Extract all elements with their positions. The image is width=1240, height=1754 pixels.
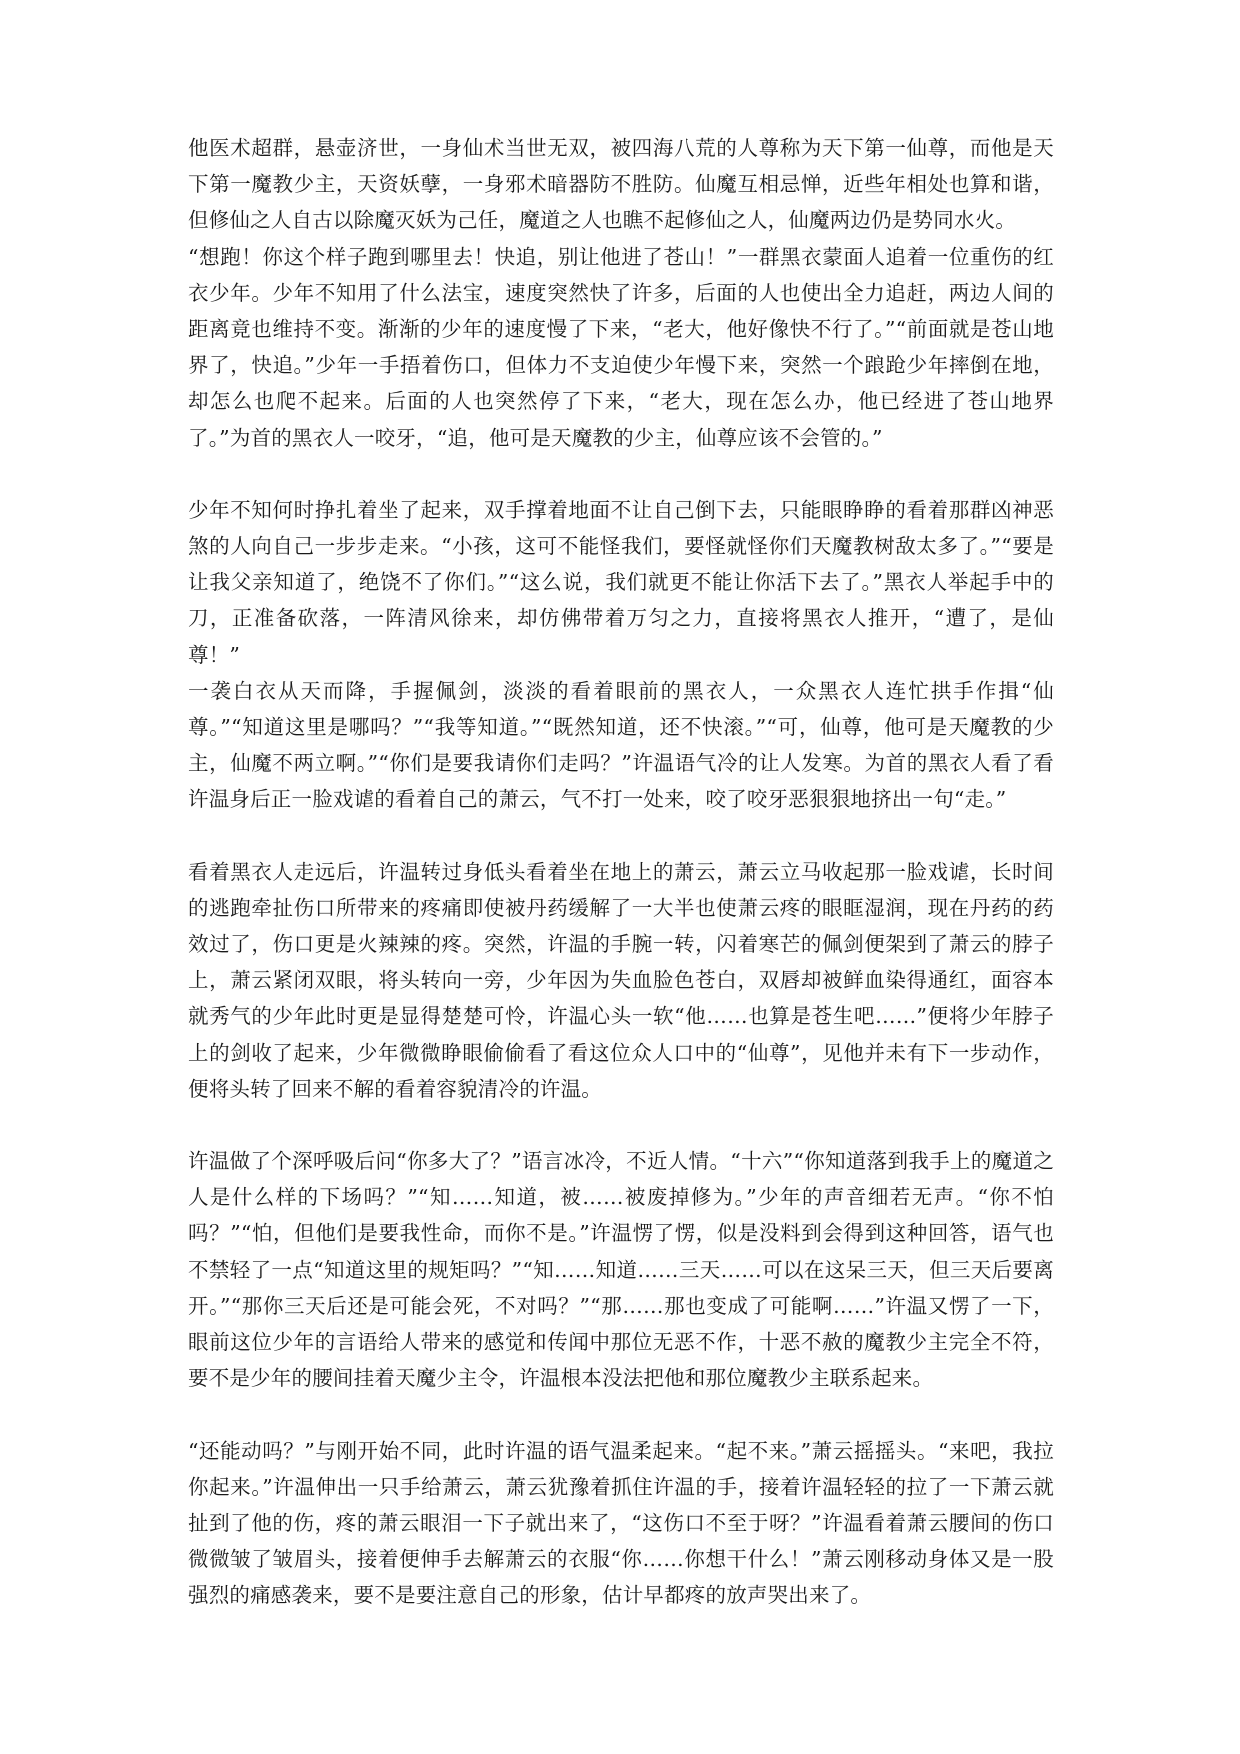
paragraph-intro: 他医术超群，悬壶济世，一身仙术当世无双，被四海八荒的人尊称为天下第一仙尊，而他是天下第一魔教少主，天资妖孽，一身邪术暗器防不胜防。仙魔互相忌惮，近些年相处也算和谐，但修仙之人自古以除魔灭妖为己任，魔道之人也瞧不起修仙之人，仙魔两边仍是势同水火。 [188, 136, 1054, 233]
paragraph-gap [188, 818, 1054, 854]
paragraph-questioning: 许温做了个深呼吸后问“你多大了？”语言冰冷，不近人情。“十六”“你知道落到我手上的魔道之人是什么样的下场吗？”“知……知道，被……被废掉修为。”少年的声音细若无声。“你不怕吗？”“怕，但他们是要我性命，而你不是。”许温愣了愣，似是没料到会得到这种回答，语气也不禁轻了一点“知道这里的规矩吗？”“知……知道……三天……可以在这呆三天，但三天后要离开。”“那你三天后还是可能会死，不对吗？”“那……那也变成了可能啊……”许温又愣了一下，眼前这位少年的言语给人带来的感觉和传闻中那位无恶不作，十恶不赦的魔教少主完全不符，要不是少年的腰间挂着天魔少主令，许温根本没法把他和那位魔教少主联系起来。 [188, 1149, 1054, 1391]
paragraph-cornered: 少年不知何时挣扎着坐了起来，双手撑着地面不让自己倒下去，只能眼睁睁的看着那群凶神恶煞的人向自己一步步走来。“小孩，这可不能怪我们，要怪就怪你们天魔教树敌太多了。”“要是让我父亲知道了，绝饶不了你们。”“这么说，我们就更不能让你活下去了。”黑衣人举起手中的刀，正准备砍落，一阵清风徐来，却仿佛带着万匀之力，直接将黑衣人推开，“遭了，是仙尊！” [188, 497, 1054, 667]
paragraph-gap [188, 1107, 1054, 1143]
paragraph-sword: 看着黑衣人走远后，许温转过身低头看着坐在地上的萧云，萧云立马收起那一脸戏谑，长时间的逃跑牵扯伤口所带来的疼痛即使被丹药缓解了一大半也使萧云疼的眼眶湿润，现在丹药的药效过了，伤口更是火辣辣的疼。突然，许温的手腕一转，闪着寒芒的佩剑便架到了萧云的脖子上，萧云紧闭双眼，将头转向一旁，少年因为失血脸色苍白，双唇却被鲜血染得通红，面容本就秀气的少年此时更是显得楚楚可怜，许温心头一软“他……也算是苍生吧……”便将少年脖子上的剑收了起来，少年微微睁眼偷偷看了看这位众人口中的“仙尊”，见他并未有下一步动作，便将头转了回来不解的看着容貌清冷的许温。 [188, 859, 1054, 1101]
paragraph-gap [188, 456, 1054, 492]
paragraph-gap [188, 1397, 1054, 1433]
document-page [188, 130, 1054, 1614]
paragraph-immortal-arrives: 一袭白衣从天而降，手握佩剑，淡淡的看着眼前的黑衣人，一众黑衣人连忙拱手作揖“仙尊。”“知道这里是哪吗？”“我等知道。”“既然知道，还不快滚。”“可，仙尊，他可是天魔教的少主，仙魔不两立啊。”“你们是要我请你们走吗？”许温语气冷的让人发寒。为首的黑衣人看了看许温身后正一脸戏谑的看着自己的萧云，气不打一处来，咬了咬牙恶狠狠地挤出一句“走。” [188, 678, 1054, 812]
paragraph-chase: “想跑！你这个样子跑到哪里去！快追，别让他进了苍山！”一群黑衣蒙面人追着一位重伤的红衣少年。少年不知用了什么法宝，速度突然快了许多，后面的人也使出全力追赶，两边人间的距离竟也维持不变。渐渐的少年的速度慢了下来，“老大，他好像快不行了。”“前面就是苍山地界了，快追。”少年一手捂着伤口，但体力不支迫使少年慢下来，突然一个踉跄少年摔倒在地，却怎么也爬不起来。后面的人也突然停了下来，“老大，现在怎么办，他已经进了苍山地界了。”为首的黑衣人一咬牙，“追，他可是天魔教的少主，仙尊应该不会管的。” [188, 244, 1054, 450]
paragraph-help-up: “还能动吗？”与刚开始不同，此时许温的语气温柔起来。“起不来。”萧云摇摇头。“来吧，我拉你起来。”许温伸出一只手给萧云，萧云犹豫着抓住许温的手，接着许温轻轻的拉了一下萧云就扯到了他的伤，疼的萧云眼泪一下子就出来了，“这伤口不至于呀？”许温看着萧云腰间的伤口微微皱了皱眉头，接着便伸手去解萧云的衣服“你……你想干什么！”萧云刚移动身体又是一股强烈的痛感袭来，要不是要注意自己的形象，估计早都疼的放声哭出来了。 [188, 1438, 1054, 1608]
